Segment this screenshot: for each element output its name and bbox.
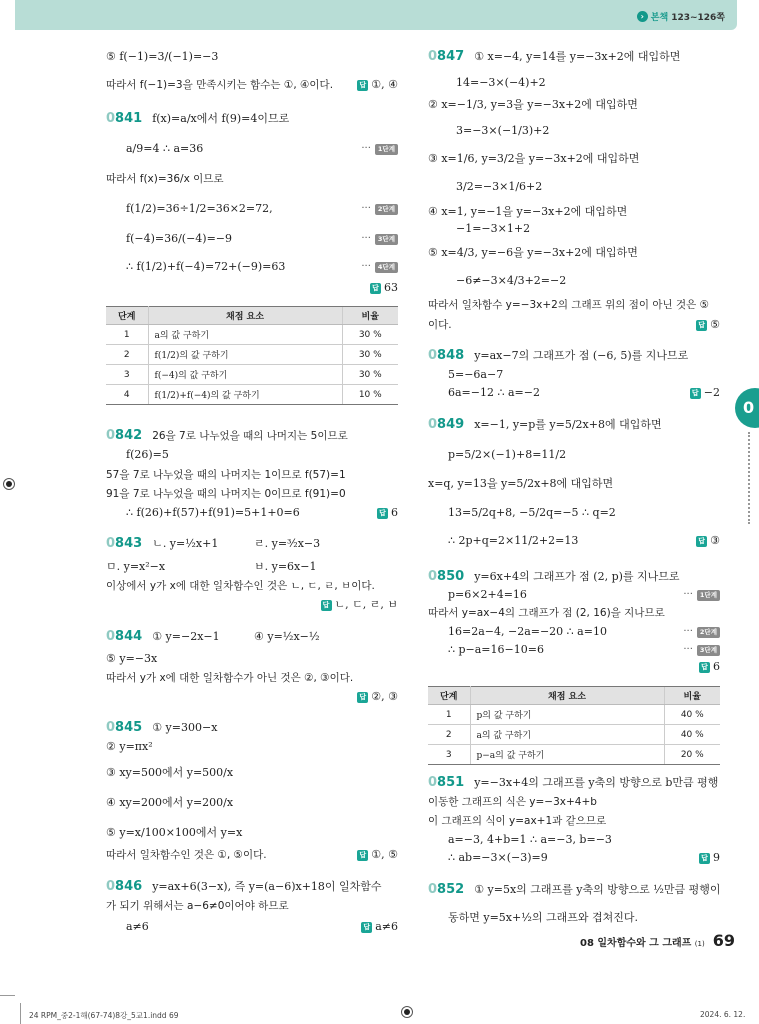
problem-number: 0848 — [428, 348, 465, 363]
text-line: −1=−3×1+2 — [456, 222, 531, 235]
reference-label: 본책 — [650, 13, 669, 23]
problem-number: 0844 — [106, 629, 143, 644]
text-line: f(x)=a/x에서 f(9)=4이므로 — [152, 112, 290, 125]
reference-pages: 123~126쪽 — [671, 13, 725, 23]
answer-icon: 답 — [321, 600, 332, 611]
crop-mark — [0, 995, 15, 996]
text-line: ② x=−1/3, y=3을 y=−3x+2에 대입하면 — [428, 98, 638, 111]
answer — [370, 281, 398, 295]
text-line: 26을 7로 나누었을 때의 나머지는 5이므로 — [152, 430, 348, 442]
text-line: ㄴ. y=½x+1 — [152, 537, 219, 550]
answer-icon: 답 — [696, 320, 707, 331]
text-line: p=6×2+4=16 — [448, 588, 527, 601]
answer-icon: 답 — [357, 850, 368, 861]
text-line: 따라서 f(−1)=3을 만족시키는 함수는 ①, ④이다. — [106, 79, 334, 91]
answer-icon: 답 — [696, 536, 707, 547]
problem-0851 — [428, 776, 718, 790]
text-line: 6a=−12 ∴ a=−2 — [448, 386, 540, 399]
text-line: 따라서 y=ax−4의 그래프가 점 (2, 16)을 지나므로 — [428, 607, 665, 619]
text-line: x=q, y=13을 y=5/2x+8에 대입하면 — [428, 477, 614, 490]
answer — [696, 534, 720, 548]
answer-value: ②, ③ — [371, 690, 398, 703]
table-header: 단계 — [428, 687, 470, 705]
answer — [357, 78, 398, 92]
table-header: 채점 요소 — [148, 307, 342, 325]
problem-0852 — [428, 883, 721, 897]
text-line: ① x=−4, y=14를 y=−3x+2에 대입하면 — [474, 50, 681, 63]
answer-icon: 답 — [690, 388, 701, 399]
chapter-side-tab: 0 — [735, 388, 759, 428]
text-line: p=5/2×(−1)+8=11/2 — [448, 448, 567, 461]
slug-filename: 24 RPM_중2-1해(67-74)8강_5교1.indd 69 — [29, 1011, 179, 1020]
table-row: 3 p−a의 값 구하기 20 % — [428, 745, 720, 765]
text-line: 3=−3×(−1/3)+2 — [456, 124, 550, 137]
text-line: ① y=300−x — [152, 721, 218, 734]
table-row: 3 f(−4)의 값 구하기 30 % — [106, 365, 398, 385]
text-line: ⑤ y=−3x — [106, 652, 158, 665]
registration-mark-icon — [401, 1006, 413, 1018]
table-header: 채점 요소 — [470, 687, 664, 705]
text-line: ④ x=1, y=−1을 y=−3x+2에 대입하면 — [428, 205, 628, 218]
answer — [377, 506, 398, 520]
answer — [357, 690, 398, 704]
table-row: 1 p의 값 구하기 40 % — [428, 705, 720, 725]
text-line: ④ y=½x−½ — [254, 630, 320, 643]
problem-0845 — [106, 721, 217, 735]
problem-number: 0847 — [428, 49, 465, 64]
step-tag: 4단계 — [375, 262, 398, 273]
problem-number: 0842 — [106, 428, 143, 443]
step-tag: 1단계 — [697, 590, 720, 601]
problem-number: 0846 — [106, 879, 143, 894]
answer-value: 9 — [713, 851, 720, 864]
problem-0844 — [106, 630, 220, 644]
text-line: ∴ f(26)+f(57)+f(91)=5+1+0=6 — [126, 506, 300, 519]
table-header: 비율 — [342, 307, 398, 325]
text-line: ㄹ. y=³⁄₂x−3 — [254, 537, 321, 550]
answer — [361, 920, 398, 934]
text-line: 동하면 y=5x+½의 그래프와 겹쳐진다. — [448, 911, 639, 924]
problem-0841 — [106, 112, 289, 126]
text-line: ③ xy=500에서 y=500/x — [106, 766, 234, 779]
table-header: 단계 — [106, 307, 148, 325]
text-line: ∴ 2p+q=2×11/2+2=13 — [448, 534, 579, 547]
text-line: 가 되기 위해서는 a−6≠0이어야 하므로 — [106, 900, 289, 912]
text-line: 이상에서 y가 x에 대한 일차함수인 것은 ㄴ, ㄷ, ㄹ, ㅂ이다. — [106, 580, 375, 592]
text-line: a/9=4 ∴ a=36 — [126, 142, 204, 155]
step-tag: 2단계 — [375, 204, 398, 215]
table-row: 1 a의 값 구하기 30 % — [106, 325, 398, 345]
problem-0846 — [106, 880, 382, 894]
text-line: 따라서 일차함수 y=−3x+2의 그래프 위의 점이 아닌 것은 ⑤ — [428, 299, 710, 311]
chevron-right-icon: › — [637, 11, 648, 22]
answer-icon: 답 — [357, 692, 368, 703]
header-band — [15, 0, 737, 30]
step-tag: 2단계 — [697, 627, 720, 638]
answer-icon: 답 — [357, 80, 368, 91]
text-line: 14=−3×(−4)+2 — [456, 76, 546, 89]
answer — [321, 598, 398, 612]
answer — [696, 318, 720, 332]
registration-mark-icon — [3, 478, 15, 490]
text-line: 57을 7로 나누었을 때의 나머지는 1이므로 f(57)=1 — [106, 469, 346, 481]
text-line: y=6x+4의 그래프가 점 (2, p)를 지나므로 — [474, 570, 680, 583]
text-line: 따라서 f(x)=36/x 이므로 — [106, 173, 224, 185]
answer-value: 6 — [391, 506, 398, 519]
text-line: 16=2a−4, −2a=−20 ∴ a=10 — [448, 625, 607, 638]
step-marker: ··· 2단계 — [683, 625, 720, 639]
answer-icon: 답 — [699, 662, 710, 673]
text-line: ㅁ. y=x²−x — [106, 560, 166, 573]
text-line: 이 그래프의 식이 y=ax+1과 같으므로 — [428, 815, 607, 827]
table-row: 2 f(1/2)의 값 구하기 30 % — [106, 345, 398, 365]
text-line: a=−3, 4+b=1 ∴ a=−3, b=−3 — [448, 833, 612, 846]
step-marker: ··· 3단계 — [361, 232, 398, 246]
answer-icon: 답 — [361, 922, 372, 933]
text-line: ∴ ab=−3×(−3)=9 — [448, 851, 548, 864]
problem-0847 — [428, 50, 680, 64]
text-line: x=−1, y=p를 y=5/2x+8에 대입하면 — [474, 418, 662, 431]
text-line: ⑤ x=4/3, y=−6을 y=−3x+2에 대입하면 — [428, 246, 638, 259]
problem-number: 0852 — [428, 882, 465, 897]
step-tag: 3단계 — [697, 645, 720, 656]
text-line: 5=−6a−7 — [448, 368, 504, 381]
step-marker: ··· 4단계 — [361, 260, 398, 274]
chapter-title: 08 일차함수와 그 그래프 (1) — [580, 938, 705, 949]
answer — [699, 660, 720, 674]
problem-number: 0849 — [428, 417, 465, 432]
problem-0842 — [106, 429, 348, 443]
problem-number: 0851 — [428, 775, 465, 790]
text-line: ㅂ. y=6x−1 — [254, 560, 317, 573]
text-line: a≠6 — [126, 920, 149, 933]
text-line: 13=5/2q+8, −5/2q=−5 ∴ q=2 — [448, 506, 616, 519]
text-line: f(−4)=36/(−4)=−9 — [126, 232, 233, 245]
text-line: ③ x=1/6, y=3/2을 y=−3x+2에 대입하면 — [428, 152, 640, 165]
text-line: y=ax−7의 그래프가 점 (−6, 5)를 지나므로 — [474, 349, 689, 362]
scoring-table-0841 — [106, 306, 398, 405]
answer-icon: 답 — [370, 283, 381, 294]
text-line: ① y=5x의 그래프를 y축의 방향으로 ½만큼 평행이 — [474, 883, 721, 896]
crop-mark — [20, 1003, 21, 1024]
table-header: 비율 — [664, 687, 720, 705]
scoring-table-0850 — [428, 686, 720, 765]
step-marker: ··· 1단계 — [361, 142, 398, 156]
answer-value: ㄴ, ㄷ, ㄹ, ㅂ — [334, 598, 398, 611]
textbook-reference — [637, 10, 725, 23]
text-line: −6≠−3×4/3+2=−2 — [456, 274, 567, 287]
page-number: 69 — [712, 931, 735, 950]
answer — [357, 848, 398, 862]
page-footer — [580, 931, 735, 950]
text-line: ① y=−2x−1 — [152, 630, 220, 643]
text-line: f(1/2)=36÷1/2=36×2=72, — [126, 202, 273, 215]
step-tag: 1단계 — [375, 144, 398, 155]
problem-number: 0843 — [106, 536, 143, 551]
text-line: 따라서 일차함수인 것은 ①, ⑤이다. — [106, 849, 267, 861]
text-line: ⑤ y=x/100×100에서 y=x — [106, 826, 243, 839]
problem-0843 — [106, 537, 218, 551]
answer-value: ⑤ — [710, 318, 720, 331]
answer-icon: 답 — [699, 853, 710, 864]
answer-value: a≠6 — [375, 920, 398, 933]
problem-0850 — [428, 570, 680, 584]
text-line: ∴ f(1/2)+f(−4)=72+(−9)=63 — [126, 260, 286, 273]
step-marker: ··· 1단계 — [683, 588, 720, 602]
problem-number: 0845 — [106, 720, 143, 735]
table-row: 2 a의 값 구하기 40 % — [428, 725, 720, 745]
text-line: 91을 7로 나누었을 때의 나머지는 0이므로 f(91)=0 — [106, 488, 346, 500]
step-marker: ··· 2단계 — [361, 202, 398, 216]
text-line: y=−3x+4의 그래프를 y축의 방향으로 b만큼 평행 — [474, 776, 719, 789]
text-line: 따라서 y가 x에 대한 일차함수가 아닌 것은 ②, ③이다. — [106, 672, 354, 684]
text-line: 3/2=−3×1/6+2 — [456, 180, 543, 193]
problem-number: 0841 — [106, 111, 143, 126]
answer-value: ①, ④ — [371, 78, 398, 91]
text-line: ⑤ f(−1)=3/(−1)=−3 — [106, 50, 219, 63]
answer-value: 63 — [384, 281, 398, 294]
answer-value: −2 — [703, 386, 720, 399]
problem-0849 — [428, 418, 662, 432]
text-line: ④ xy=200에서 y=200/x — [106, 796, 234, 809]
answer — [690, 386, 720, 400]
problem-0848 — [428, 349, 688, 363]
text-line: f(26)=5 — [126, 448, 169, 461]
text-line: y=ax+6(3−x), 즉 y=(a−6)x+18이 일차함수 — [152, 880, 382, 893]
problem-number: 0850 — [428, 569, 465, 584]
text-line: 이동한 그래프의 식은 y=−3x+4+b — [428, 796, 597, 808]
slug-date: 2024. 6. 12. — [700, 1010, 746, 1019]
table-row: 4 f(1/2)+f(−4)의 값 구하기 10 % — [106, 385, 398, 405]
text-line: ② y=πx² — [106, 740, 153, 753]
answer-value: 6 — [713, 660, 720, 673]
answer — [699, 851, 720, 865]
answer-icon: 답 — [377, 508, 388, 519]
text-line: ∴ p−a=16−10=6 — [448, 643, 544, 656]
step-marker: ··· 3단계 — [683, 643, 720, 657]
side-tab-text — [748, 432, 754, 524]
step-tag: 3단계 — [375, 234, 398, 245]
text-line: 이다. — [428, 319, 452, 331]
answer-value: ③ — [710, 534, 720, 547]
answer-value: ①, ⑤ — [371, 848, 398, 861]
